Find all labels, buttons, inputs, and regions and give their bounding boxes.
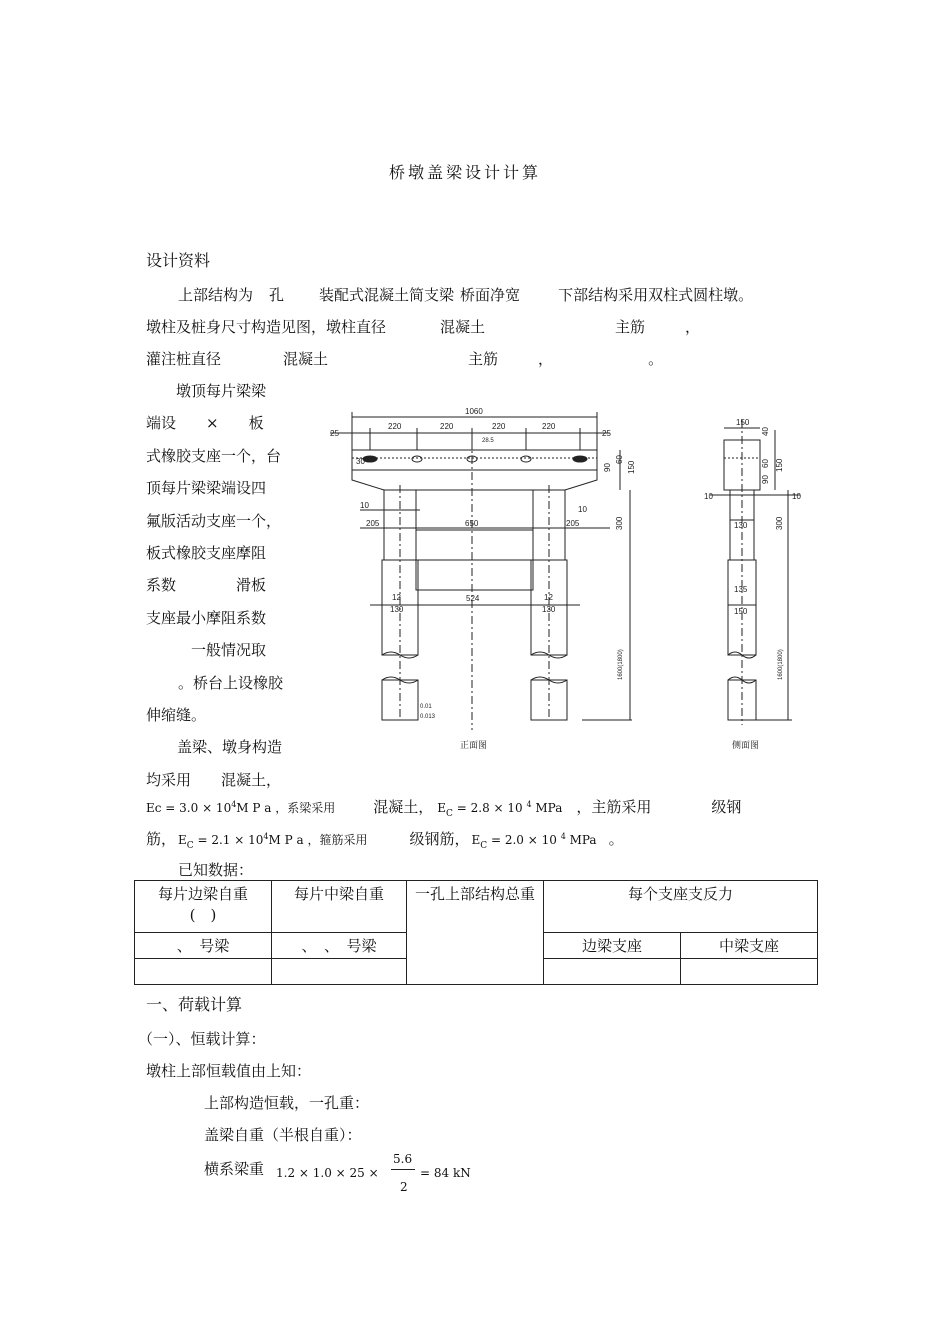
para1-l3-e: 。 xyxy=(648,350,664,368)
para1-l1-d: 桥面净宽 xyxy=(460,286,521,304)
svg-text:12: 12 xyxy=(544,593,553,602)
td-empty-2 xyxy=(272,959,407,985)
svg-text:10: 10 xyxy=(578,505,587,514)
ec-concrete: Ec = 3.0 × 10 xyxy=(146,801,232,815)
ec2-unit: MPa xyxy=(531,801,563,815)
svg-text:90: 90 xyxy=(761,475,770,484)
svg-text:135: 135 xyxy=(734,585,748,594)
svg-text:130: 130 xyxy=(390,605,404,614)
sub-dead-load: （一）、恒载计算： xyxy=(138,1030,266,1048)
svg-text:205: 205 xyxy=(566,519,580,528)
ec-unit: M P a ，系梁采用 xyxy=(236,801,336,815)
item-superstructure: 上部构造恒载，一孔重： xyxy=(204,1094,370,1112)
para1-l3-d: ， xyxy=(538,350,554,368)
side-line-3: 顶每片梁梁端设四 xyxy=(146,479,267,498)
materials-line2 xyxy=(146,830,624,851)
para1-l1-b: 孔 xyxy=(269,286,285,304)
ec3-exp: 4 xyxy=(263,832,269,841)
svg-text:90: 90 xyxy=(603,463,612,472)
para1-l2-d: ， xyxy=(685,318,701,336)
svg-text:150: 150 xyxy=(734,607,748,616)
td-edge-bearing: 边梁支座 xyxy=(544,933,681,959)
ec4-exp: 4 xyxy=(560,832,566,841)
bar-text: 筋， xyxy=(146,830,177,848)
svg-text:150: 150 xyxy=(627,460,636,474)
formula-denominator: 2 xyxy=(400,1180,408,1194)
main-bar-text: ，主筋采用 xyxy=(576,798,652,816)
pier-structure-drawing xyxy=(320,400,810,760)
period: 。 xyxy=(608,830,624,848)
td-mid-beam-ids: 、 、 号梁 xyxy=(272,933,407,959)
svg-text:1600(1800): 1600(1800) xyxy=(618,649,624,680)
section-design-heading: 设计资料 xyxy=(146,251,211,270)
para1-l2-a: 墩柱及桩身尺寸构造见图，墩柱直径 xyxy=(146,318,387,336)
svg-text:150: 150 xyxy=(736,418,750,427)
svg-text:220: 220 xyxy=(440,422,454,431)
th-mid-beam-weight: 每片中梁自重 xyxy=(272,881,407,933)
svg-text:10: 10 xyxy=(360,501,369,510)
page-title: 桥墩盖梁设计计算 xyxy=(389,163,542,182)
th-span-total-weight: 一孔上部结构总重 xyxy=(407,881,544,985)
side-line-8: 一般情况取 xyxy=(146,641,267,660)
para1-l1-a: 上部结构为 xyxy=(178,286,254,304)
ec4-sub: C xyxy=(480,841,488,851)
svg-text:300: 300 xyxy=(615,516,624,530)
side-text-column xyxy=(146,375,291,796)
ec2-sub: C xyxy=(446,809,453,819)
bearing-pads xyxy=(363,456,587,462)
stirrup-grade: 级钢筋， xyxy=(409,830,470,848)
side-line-0: 墩顶每片梁梁 xyxy=(176,382,267,400)
side-line-7: 支座最小摩阻系数 xyxy=(146,608,267,627)
svg-text:130: 130 xyxy=(542,605,556,614)
para1-l3-b: 混凝土 xyxy=(283,350,329,368)
known-data-label: 已知数据： xyxy=(178,861,254,879)
side-line-2: 式橡胶支座一个，台 xyxy=(146,446,282,465)
para1-l1-c: 装配式混凝土简支梁 xyxy=(319,286,455,304)
svg-text:60: 60 xyxy=(615,455,624,464)
svg-text:0.013: 0.013 xyxy=(420,714,436,720)
side-line-9: 。桥台上设橡胶 xyxy=(178,673,284,692)
td-empty-1 xyxy=(135,959,272,985)
para1-line2 xyxy=(146,318,700,336)
svg-text:25: 25 xyxy=(602,429,611,438)
section-load-heading: 一、荷载计算 xyxy=(146,995,243,1014)
td-edge-beam-ids: 、 号梁 xyxy=(135,933,272,959)
load-data-table xyxy=(134,880,818,985)
ec2-val: = 2.8 × 10 xyxy=(452,801,527,815)
svg-text:1600(1800): 1600(1800) xyxy=(778,649,784,680)
side-line-4: 氟版活动支座一个， xyxy=(146,511,282,530)
ec2-e: E xyxy=(437,801,447,815)
ec-exp: 4 xyxy=(231,800,237,809)
ec4-e: E xyxy=(471,833,481,847)
para1-l2-c: 主筋 xyxy=(615,318,646,336)
svg-text:10: 10 xyxy=(792,492,801,501)
svg-text:1060: 1060 xyxy=(465,407,483,416)
para1-l3-c: 主筋 xyxy=(468,350,499,368)
svg-text:650: 650 xyxy=(465,519,479,528)
svg-text:10: 10 xyxy=(704,492,713,501)
para1-l2-b: 混凝土 xyxy=(440,318,486,336)
svg-text:524: 524 xyxy=(466,594,480,603)
svg-text:220: 220 xyxy=(492,422,506,431)
ec3-e: E xyxy=(178,833,187,847)
tie-concrete: 混凝土， xyxy=(373,798,434,816)
para1-l3-a: 灌注桩直径 xyxy=(146,350,222,368)
fraction-bar xyxy=(391,1169,415,1170)
svg-text:300: 300 xyxy=(775,516,784,530)
ec4-val: = 2.0 × 10 xyxy=(487,833,561,847)
side-line-6: 系数 滑板 xyxy=(146,576,267,595)
cap-beam xyxy=(352,450,597,470)
dead-load-intro: 墩柱上部恒载值由上知： xyxy=(146,1062,312,1080)
svg-text:正面图: 正面图 xyxy=(460,740,488,750)
ec4-unit: MPa xyxy=(565,833,597,847)
stirrup-text: M P a ，箍筋采用 xyxy=(268,833,368,847)
svg-text:侧面图: 侧面图 xyxy=(732,740,760,750)
svg-text:130: 130 xyxy=(734,521,748,530)
svg-text:150: 150 xyxy=(775,458,784,472)
item-tie-beam: 横系梁重 xyxy=(204,1160,265,1178)
para1-line3 xyxy=(146,350,663,368)
materials-line1 xyxy=(146,798,741,819)
tie-beam xyxy=(416,560,533,590)
side-line-10: 伸缩缝。 xyxy=(146,705,207,724)
th-bearing-reaction: 每个支座支反力 xyxy=(544,881,818,933)
formula-numerator: 5.6 xyxy=(393,1152,413,1166)
svg-text:205: 205 xyxy=(366,519,380,528)
formula-result: = 84 kN xyxy=(420,1166,471,1180)
ec3-sub: C xyxy=(186,841,194,851)
side-line-12: 均采用 混凝土， xyxy=(146,770,282,789)
svg-text:25: 25 xyxy=(330,429,339,438)
item-cap-beam: 盖梁自重（半根自重）： xyxy=(204,1126,362,1144)
td-empty-4 xyxy=(681,959,818,985)
svg-text:30: 30 xyxy=(356,457,365,466)
para1-l1-e: 下部结构采用双柱式圆柱墩。 xyxy=(558,286,754,304)
ec2-exp: 4 xyxy=(526,800,532,809)
side-line-5: 板式橡胶支座摩阻 xyxy=(146,543,267,562)
svg-text:60: 60 xyxy=(761,459,770,468)
td-mid-bearing: 中梁支座 xyxy=(681,933,818,959)
td-empty-3 xyxy=(544,959,681,985)
svg-text:0.01: 0.01 xyxy=(420,704,432,710)
para1-line1 xyxy=(178,286,753,304)
svg-text:40: 40 xyxy=(761,427,770,436)
formula-expr: 1.2 × 1.0 × 25 × xyxy=(276,1166,379,1180)
grade-steel-text: 级钢 xyxy=(711,798,742,816)
svg-text:220: 220 xyxy=(542,422,556,431)
th-edge-beam-weight: 每片边梁自重 ( ) xyxy=(135,881,272,933)
svg-text:28.5: 28.5 xyxy=(482,438,494,444)
side-line-11: 盖梁、墩身构造 xyxy=(162,738,283,757)
side-line-1: 端设 × 板 xyxy=(146,414,264,433)
svg-text:12: 12 xyxy=(392,593,401,602)
ec3-val: = 2.1 × 10 xyxy=(193,833,264,847)
svg-text:220: 220 xyxy=(388,422,402,431)
